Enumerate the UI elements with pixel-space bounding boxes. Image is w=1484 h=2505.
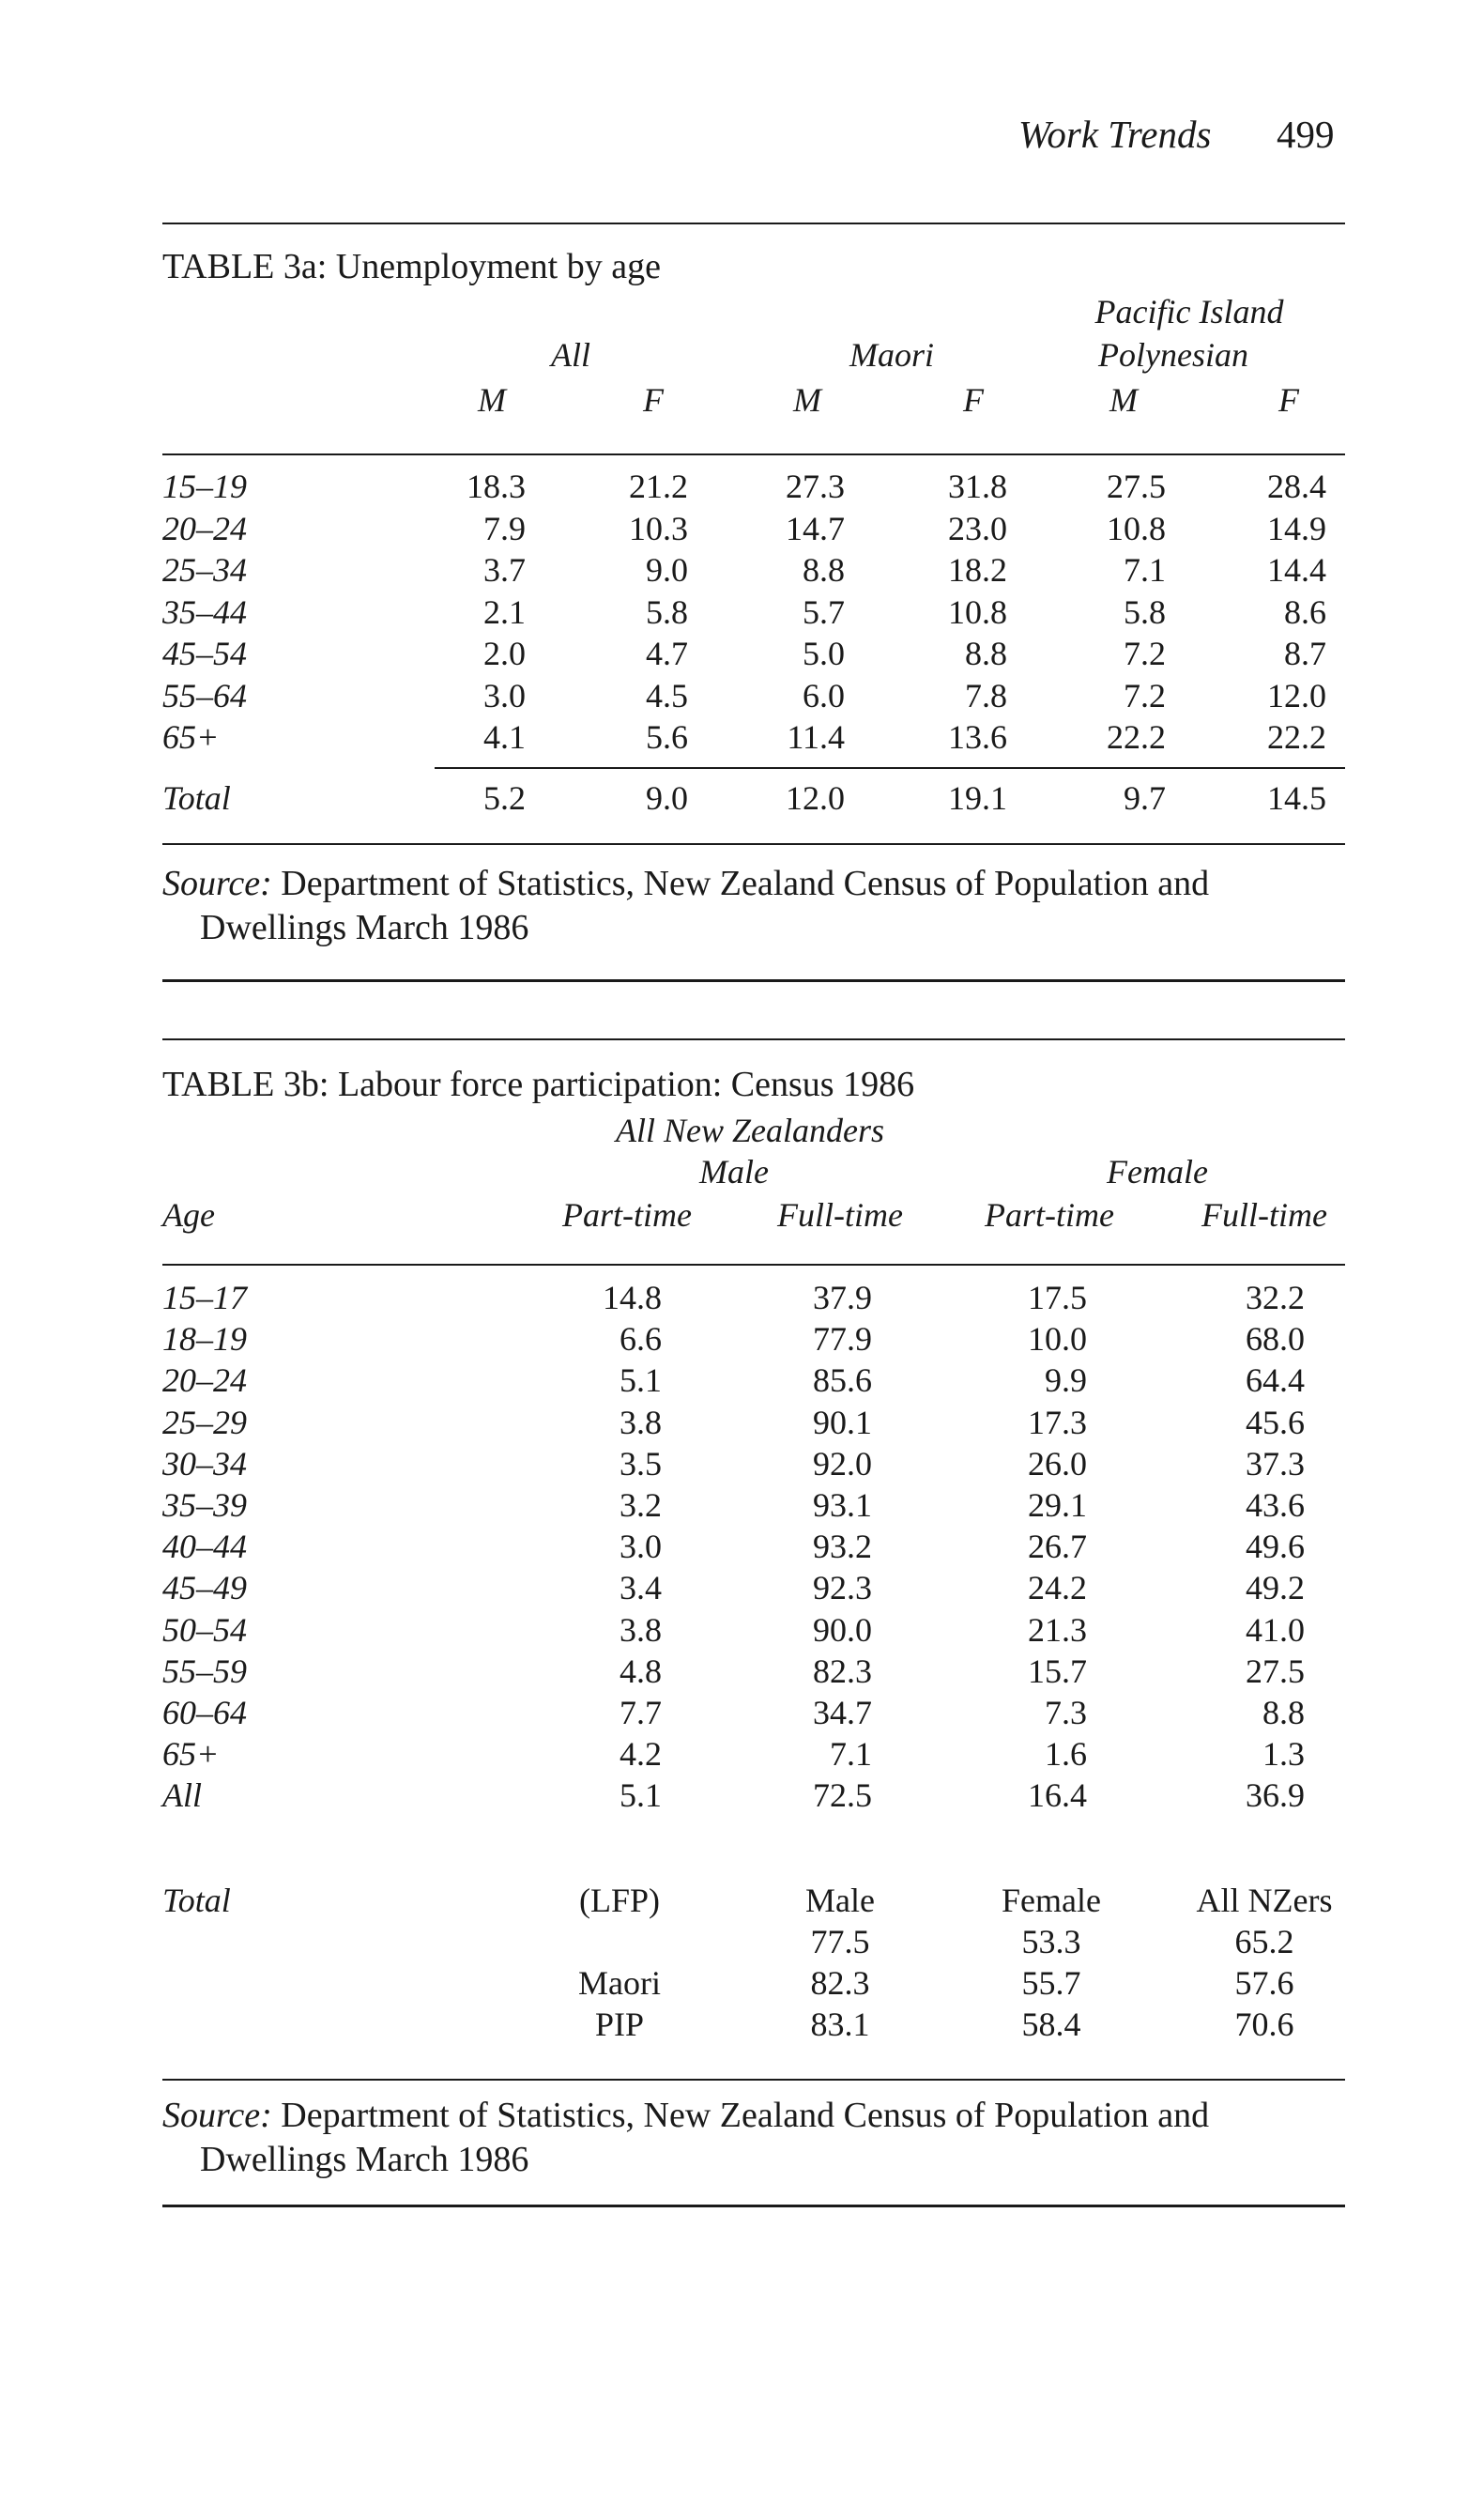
table3a-group-all: All (551, 336, 590, 374)
table3b-cell: 24.2 (1028, 1569, 1087, 1607)
table3a-cell: 7.1 (1124, 551, 1166, 589)
table3a-group-pacific: Pacific Island (1094, 293, 1284, 330)
running-head-title: Work Trends (1018, 113, 1212, 156)
table3b-cell: 85.6 (813, 1361, 872, 1400)
table3a-cell: 8.8 (965, 635, 1007, 672)
table3b-col-male-parttime: Part-time (562, 1196, 692, 1234)
table3a-cell: 13.6 (948, 718, 1007, 756)
table3b-cell: 3.4 (620, 1569, 662, 1607)
table3b-cell: 10.0 (1028, 1320, 1087, 1359)
table3b-cell: 21.3 (1028, 1610, 1087, 1649)
table3b-cell: 4.2 (620, 1735, 662, 1774)
table3a-source-label: Source: (162, 864, 272, 903)
table3a-cell: 27.3 (786, 468, 845, 505)
table3b-total-cell: Male (805, 1882, 875, 1919)
table3b-source-label: Source: (162, 2096, 272, 2135)
table3a-bottom-rule (162, 979, 1345, 982)
table3a-total-cell: 9.7 (1124, 779, 1166, 817)
table3a-cell: 18.3 (467, 468, 526, 505)
table3a-group-maori: Maori (849, 336, 934, 374)
table3a-cell: 7.8 (965, 676, 1007, 715)
table3b-cell: 26.0 (1028, 1444, 1087, 1483)
table3b-cell: 90.1 (813, 1403, 872, 1441)
table3b-cell: 17.5 (1028, 1279, 1087, 1316)
table3a-cell: 5.7 (803, 592, 845, 631)
table3b-cell: 77.9 (813, 1320, 872, 1359)
table3b-total-cell: Maori (578, 1964, 661, 2002)
table3b-group-male: Male (699, 1153, 769, 1191)
table3b-col-female-parttime: Part-time (985, 1196, 1114, 1234)
table3a-cell: 5.8 (1124, 592, 1166, 631)
table3b-cell: 16.4 (1028, 1776, 1087, 1815)
table3a-col-all-m: M (478, 381, 506, 419)
table3b-row-age: 45–49 (162, 1569, 247, 1607)
table3a-source-rule (162, 843, 1345, 845)
table3b-cell: 14.8 (603, 1279, 662, 1316)
table3a-row-age: 35–44 (162, 592, 247, 631)
table3b-cell: 72.5 (813, 1776, 872, 1815)
table3b-total-cell: 70.6 (1234, 2006, 1294, 2043)
table3b-cell: 92.3 (813, 1569, 872, 1607)
table3b-cell: 45.6 (1246, 1403, 1305, 1441)
table3b-cell: 68.0 (1246, 1320, 1305, 1359)
table3a-total-cell: 9.0 (646, 779, 688, 817)
table3a-cell: 5.6 (646, 718, 688, 756)
table3b-source-line1: Department of Statistics, New Zealand Census of Population and (281, 2096, 1210, 2135)
table3b-cell: 49.2 (1246, 1569, 1305, 1607)
table3b-row-age: 40–44 (162, 1528, 247, 1566)
table3a-cell: 7.2 (1124, 676, 1166, 715)
table3a-cell: 14.7 (786, 509, 845, 547)
table3a-total-cell: 19.1 (948, 779, 1007, 817)
table3a-row-age: 25–34 (162, 551, 247, 589)
table3a-cell: 3.7 (483, 551, 526, 589)
table3b-cell: 29.1 (1028, 1486, 1087, 1524)
table3b-total-cell: 57.6 (1234, 1964, 1294, 2002)
table3a-cell: 31.8 (948, 468, 1007, 505)
table3a-cell: 4.7 (646, 635, 688, 672)
table3a-cell: 8.8 (803, 551, 845, 589)
table3b-cell: 93.2 (813, 1528, 872, 1566)
table3a-col-all-f: F (643, 381, 664, 419)
table3a-cell: 8.6 (1284, 592, 1326, 631)
table3b-cell: 3.8 (620, 1403, 662, 1441)
table3a-cell: 28.4 (1267, 468, 1326, 505)
table3b-cell: 1.6 (1045, 1735, 1087, 1774)
table3a-cell: 8.7 (1284, 635, 1326, 672)
table3a-row-age: 45–54 (162, 635, 247, 672)
table3b-total-cell: 58.4 (1021, 2006, 1081, 2043)
table3b-cell: 41.0 (1246, 1610, 1305, 1649)
table3a-cell: 5.8 (646, 592, 688, 631)
table3b-cell: 5.1 (620, 1361, 662, 1400)
table3b-group-all: All New Zealanders (616, 1112, 884, 1149)
table3b-cell: 9.9 (1045, 1361, 1087, 1400)
table3a-cell: 7.9 (483, 509, 526, 547)
table3b-cell: 4.8 (620, 1652, 662, 1690)
table3a-col-pip-m: M (1109, 381, 1138, 419)
table3b-cell: 93.1 (813, 1486, 872, 1524)
table3b-row-age: 15–17 (162, 1279, 247, 1316)
table3a-col-pip-f: F (1278, 381, 1299, 419)
table3a-total-label: Total (162, 779, 231, 817)
table3b-bottom-rule (162, 2205, 1345, 2207)
table3a-row-age: 15–19 (162, 468, 247, 505)
table3b-cell: 43.6 (1246, 1486, 1305, 1524)
table3b-cell: 82.3 (813, 1652, 872, 1690)
table3a-cell: 22.2 (1267, 718, 1326, 756)
table3b-total-cell: 82.3 (810, 1964, 870, 2002)
table3b-cell: 37.9 (813, 1279, 872, 1316)
table3b-cell: 26.7 (1028, 1528, 1087, 1566)
table3b-cell: 27.5 (1246, 1652, 1305, 1690)
table3b-cell: 49.6 (1246, 1528, 1305, 1566)
table3b-total-cell: 77.5 (810, 1923, 870, 1960)
table3a-cell: 10.8 (948, 592, 1007, 631)
table3a-total-rule (435, 767, 1345, 769)
table3b-cell: 7.7 (620, 1694, 662, 1731)
table3b-row-age: 35–39 (162, 1486, 247, 1524)
table3a-cell: 12.0 (1267, 676, 1326, 715)
table3b-row-age: 25–29 (162, 1403, 247, 1441)
table3a-cell: 11.4 (787, 718, 845, 756)
table3b-cell: 90.0 (813, 1610, 872, 1649)
table3a-cell: 7.2 (1124, 635, 1166, 672)
table3b-group-female: Female (1107, 1153, 1208, 1191)
table3b-cell: 3.5 (620, 1444, 662, 1483)
table3b-row-age: 20–24 (162, 1361, 247, 1400)
table3a-total-cell: 5.2 (483, 779, 526, 817)
table3a-total-cell: 14.5 (1267, 779, 1326, 817)
table3a-cell: 22.2 (1107, 718, 1166, 756)
table3b-cell: 34.7 (813, 1694, 872, 1731)
table3b-total-label: Total (162, 1882, 231, 1919)
table3a-col-maori-m: M (793, 381, 821, 419)
table3b-cell: 8.8 (1262, 1694, 1305, 1731)
table3a-row-age: 65+ (162, 718, 220, 756)
table3a-cell: 27.5 (1107, 468, 1166, 505)
table3a-cell: 9.0 (646, 551, 688, 589)
table3a-group-polynesian: Polynesian (1098, 336, 1248, 374)
table3a-row-age: 55–64 (162, 676, 247, 715)
table3a-cell: 18.2 (948, 551, 1007, 589)
table3b-header-rule (162, 1264, 1345, 1266)
table3b-age-header: Age (162, 1196, 215, 1234)
table3b-cell: 36.9 (1246, 1776, 1305, 1815)
table3b-cell: 1.3 (1262, 1735, 1305, 1774)
table3b-cell: 7.1 (830, 1735, 872, 1774)
table3a-cell: 14.9 (1267, 509, 1326, 547)
table3a-cell: 2.0 (483, 635, 526, 672)
table3a-header-rule (162, 453, 1345, 455)
table3b-cell: 15.7 (1028, 1652, 1087, 1690)
table3b-source-line2: Dwellings March 1986 (200, 2140, 529, 2179)
table3b-cell: 7.3 (1045, 1694, 1087, 1731)
table3a-cell: 21.2 (629, 468, 688, 505)
table3b-total-cell: 53.3 (1021, 1923, 1081, 1960)
table3b-row-age: 30–34 (162, 1444, 247, 1483)
table3a-source (162, 862, 1209, 906)
table3b-row-age: All (162, 1776, 202, 1815)
table3b-cell: 3.2 (620, 1486, 662, 1524)
table3b-source-rule (162, 2079, 1345, 2081)
table3a-cell: 23.0 (948, 509, 1007, 547)
table3a-cell: 6.0 (803, 676, 845, 715)
table3b-cell: 92.0 (813, 1444, 872, 1483)
table3a-col-maori-f: F (963, 381, 984, 419)
table3b-top-rule (162, 1038, 1345, 1040)
table3b-cell: 64.4 (1246, 1361, 1305, 1400)
table3a-cell: 3.0 (483, 676, 526, 715)
table3a-source-line1: Department of Statistics, New Zealand Census of Population and (281, 864, 1210, 903)
table3a-cell: 4.5 (646, 676, 688, 715)
table3b-cell: 17.3 (1028, 1403, 1087, 1441)
table3b-total-cell: (LFP) (578, 1882, 661, 1919)
table3a-cell: 5.0 (803, 635, 845, 672)
table3b-row-age: 55–59 (162, 1652, 247, 1690)
table3b-total-cell: 65.2 (1234, 1923, 1294, 1960)
table3a-cell: 4.1 (483, 718, 526, 756)
table3b-total-cell: All NZers (1196, 1882, 1333, 1919)
table3b-row-age: 50–54 (162, 1610, 247, 1649)
table3b-row-age: 65+ (162, 1735, 220, 1774)
table3a-row-age: 20–24 (162, 509, 247, 547)
table3b-total-cell: Female (1002, 1882, 1101, 1919)
table3b-total-cell: 83.1 (810, 2006, 870, 2043)
table3b-cell: 32.2 (1246, 1279, 1305, 1316)
table3b-source (162, 2094, 1209, 2138)
table3b-total-cell: PIP (594, 2006, 645, 2043)
table3b-col-female-fulltime: Full-time (1201, 1196, 1327, 1234)
table3b-cell: 37.3 (1246, 1444, 1305, 1483)
table3a-top-rule (162, 223, 1345, 224)
table3a-cell: 14.4 (1267, 551, 1326, 589)
table3b-row-age: 18–19 (162, 1320, 247, 1359)
table3b-cell: 6.6 (620, 1320, 662, 1359)
table3b-col-male-fulltime: Full-time (777, 1196, 903, 1234)
table3b-cell: 5.1 (620, 1776, 662, 1815)
table3a-source-line2: Dwellings March 1986 (200, 908, 529, 947)
table3b-cell: 3.8 (620, 1610, 662, 1649)
table3b-cell: 3.0 (620, 1528, 662, 1566)
table3b-total-cell: 55.7 (1021, 1964, 1081, 2002)
table3a-cell: 2.1 (483, 592, 526, 631)
table3a-cell: 10.3 (629, 509, 688, 547)
table3a-cell: 10.8 (1107, 509, 1166, 547)
table3a-total-cell: 12.0 (786, 779, 845, 817)
table3b-row-age: 60–64 (162, 1694, 247, 1731)
table3a-title: TABLE 3a: Unemployment by age (162, 247, 661, 286)
table3b-title: TABLE 3b: Labour force participation: Census 1986 (162, 1065, 915, 1104)
page-number: 499 (1277, 113, 1335, 156)
